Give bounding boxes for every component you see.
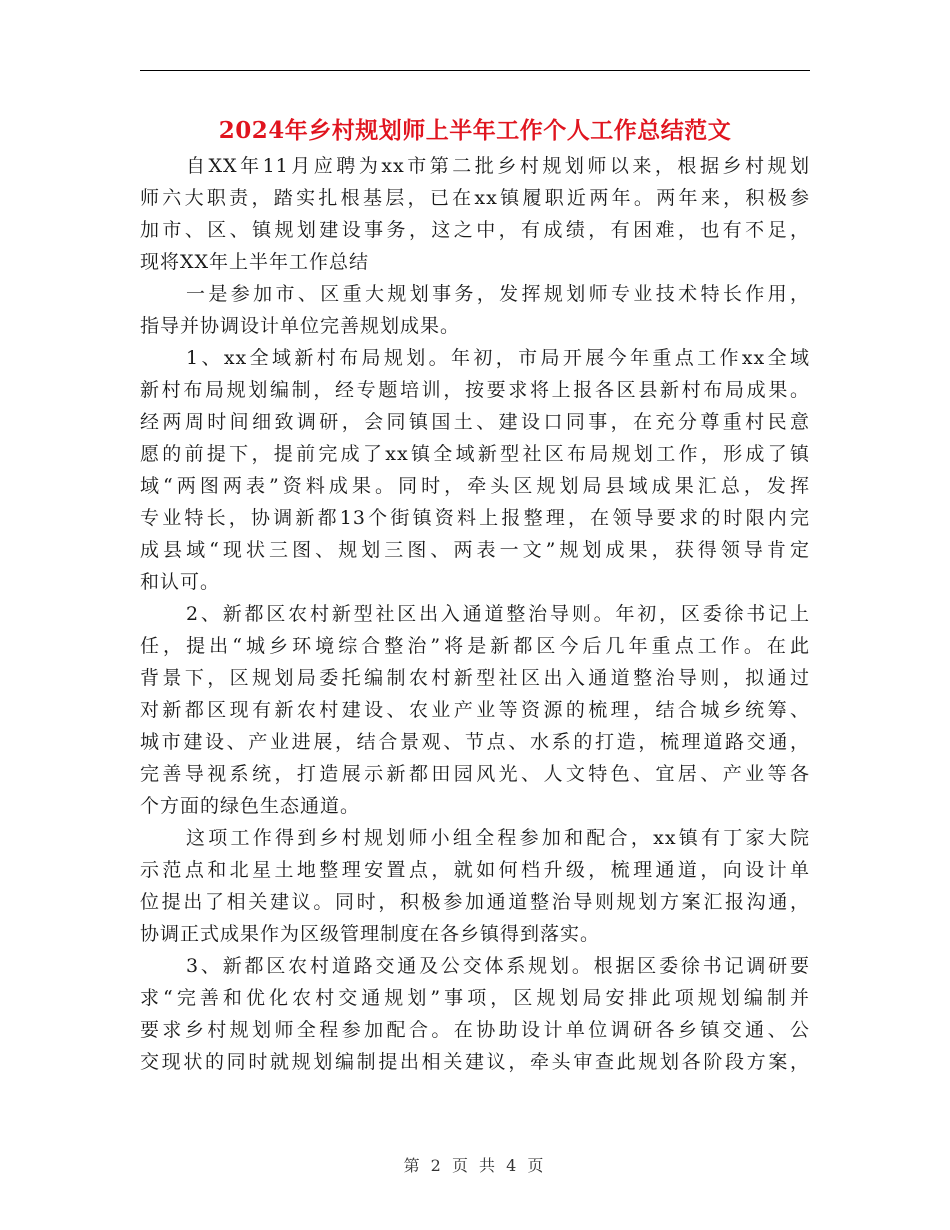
paragraph-item-1 <box>140 342 810 598</box>
text-line: 交现状的同时就规划编制提出相关建议，牵头审查此规划各阶段方案， <box>140 1051 810 1073</box>
text-line: 域“两图两表”资料成果。同时，牵头区规划局县域成果汇总，发挥 <box>140 475 810 497</box>
text-line: 求“完善和优化农村交通规划”事项，区规划局安排此项规划编制并 <box>140 987 810 1009</box>
paragraph-item-3 <box>140 950 810 1078</box>
text-line: 成县域“现状三图、规划三图、两表一文”规划成果，获得领导肯定 <box>140 539 810 561</box>
text-line: 完善导视系统，打造展示新都田园风光、人文特色、宜居、产业等各 <box>140 763 810 785</box>
text-line: 城市建设、产业进展，结合景观、节点、水系的打造，梳理道路交通， <box>140 731 810 753</box>
text-line: 师六大职责，踏实扎根基层，已在xx镇履职近两年。两年来，积极参 <box>140 187 810 209</box>
text-line: 这项工作得到乡村规划师小组全程参加和配合，xx镇有丁家大院 <box>186 827 810 849</box>
text-line: 指导并协调设计单位完善规划成果。 <box>140 315 461 337</box>
text-line: 经两周时间细致调研，会同镇国土、建设口同事，在充分尊重村民意 <box>140 411 810 433</box>
paragraph-intro <box>140 150 810 278</box>
text-line: 任，提出“城乡环境综合整治”将是新都区今后几年重点工作。在此 <box>140 635 810 657</box>
text-line: 和认可。 <box>140 571 221 593</box>
text-line: 2、新都区农村新型社区出入通道整治导则。年初，区委徐书记上 <box>186 603 810 625</box>
text-line: 要求乡村规划师全程参加配合。在协助设计单位调研各乡镇交通、公 <box>140 1019 810 1041</box>
page-number-footer: 第 2 页 共 4 页 <box>403 1156 547 1175</box>
text-line: 加市、区、镇规划建设事务，这之中，有成绩，有困难，也有不足， <box>140 219 810 241</box>
text-line: 愿的前提下，提前完成了xx镇全域新型社区布局规划工作，形成了镇 <box>140 443 810 465</box>
text-line: 一是参加市、区重大规划事务，发挥规划师专业技术特长作用， <box>186 283 810 305</box>
text-line: 位提出了相关建议。同时，积极参加通道整治导则规划方案汇报沟通， <box>140 891 810 913</box>
text-line: 新村布局规划编制，经专题培训，按要求将上报各区县新村布局成果。 <box>140 379 810 401</box>
text-line: 背景下，区规划局委托编制农村新型社区出入通道整治导则，拟通过 <box>140 667 810 689</box>
header-rule <box>140 70 810 71</box>
text-line: 个方面的绿色生态通道。 <box>140 795 361 817</box>
document-body <box>140 150 810 1078</box>
text-line: 对新都区现有新农村建设、农业产业等资源的梳理，结合城乡统筹、 <box>140 699 810 721</box>
paragraph-section-one <box>140 278 810 342</box>
text-line: 自XX年11月应聘为xx市第二批乡村规划师以来，根据乡村规划 <box>186 155 810 177</box>
text-line: 3、新都区农村道路交通及公交体系规划。根据区委徐书记调研要 <box>186 955 810 977</box>
document-title: 2024年乡村规划师上半年工作个人工作总结范文 <box>218 117 732 144</box>
text-line: 1、xx全域新村布局规划。年初，市局开展今年重点工作xx全域 <box>186 347 810 369</box>
paragraph-cooperation <box>140 822 810 950</box>
paragraph-item-2 <box>140 598 810 822</box>
text-line: 专业特长，协调新都13个街镇资料上报整理，在领导要求的时限内完 <box>140 507 810 529</box>
text-line: 现将XX年上半年工作总结 <box>140 251 370 273</box>
text-line: 协调正式成果作为区级管理制度在各乡镇得到落实。 <box>140 923 601 945</box>
text-line: 示范点和北星土地整理安置点，就如何档升级，梳理通道，向设计单 <box>140 859 810 881</box>
